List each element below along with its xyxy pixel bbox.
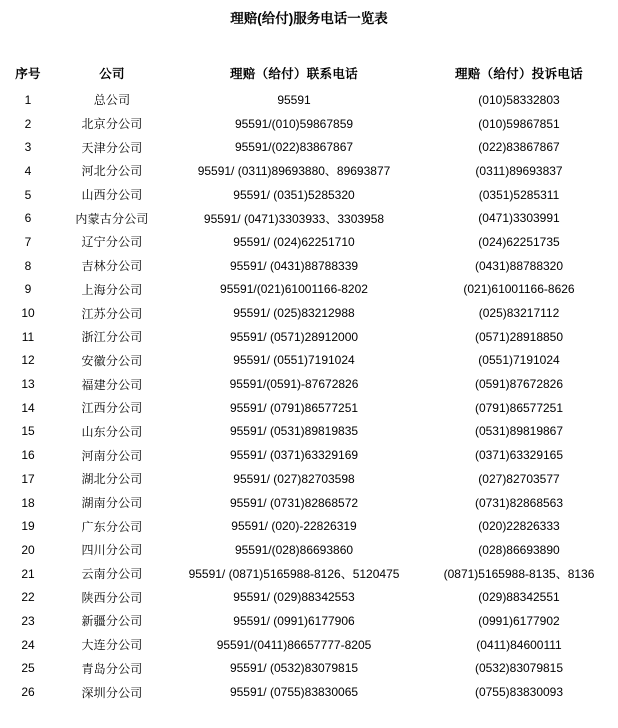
cell-company: 吉林分公司 bbox=[81, 259, 143, 274]
cell-index: 18 bbox=[21, 495, 35, 510]
cell-company: 云南分公司 bbox=[81, 567, 143, 582]
cell-contact: 95591/ (0991)6177906 bbox=[233, 613, 355, 628]
table-row bbox=[0, 349, 618, 373]
cell-contact: 95591/ (0532)83079815 bbox=[229, 661, 359, 676]
table-row bbox=[0, 278, 618, 302]
table-row bbox=[0, 135, 618, 159]
table-row bbox=[0, 585, 618, 609]
cell-contact: 95591/ (0571)28912000 bbox=[229, 329, 359, 344]
cell-company: 北京分公司 bbox=[81, 117, 143, 132]
cell-complaint: (0532)83079815 bbox=[474, 661, 564, 676]
table-row bbox=[0, 562, 618, 586]
cell-complaint: (0871)5165988-8135、8136 bbox=[443, 567, 595, 582]
cell-company: 江苏分公司 bbox=[81, 306, 143, 321]
column-header-company: 公司 bbox=[99, 67, 125, 81]
cell-contact: 95591/ (0471)3303933、3303958 bbox=[203, 211, 385, 226]
cell-company: 山东分公司 bbox=[81, 424, 143, 439]
cell-index: 20 bbox=[21, 542, 35, 557]
table-row bbox=[0, 230, 618, 254]
table-row bbox=[0, 159, 618, 183]
cell-contact: 95591/(010)59867859 bbox=[234, 116, 354, 131]
cell-company: 深圳分公司 bbox=[81, 685, 143, 700]
table-row bbox=[0, 491, 618, 515]
cell-company: 内蒙古分公司 bbox=[75, 211, 149, 226]
cell-contact: 95591/ (020)-22826319 bbox=[231, 519, 357, 534]
cell-company: 广东分公司 bbox=[81, 519, 143, 534]
cell-contact: 95591/(022)83867867 bbox=[234, 140, 354, 155]
cell-index: 11 bbox=[21, 329, 35, 344]
table-row bbox=[0, 254, 618, 278]
table-row bbox=[0, 680, 618, 704]
cell-index: 9 bbox=[24, 282, 32, 297]
cell-contact: 95591/(0411)86657777-8205 bbox=[216, 637, 372, 652]
cell-complaint: (0311)89693837 bbox=[475, 163, 563, 178]
cell-contact: 95591/ (029)88342553 bbox=[233, 590, 355, 605]
cell-company: 天津分公司 bbox=[81, 140, 143, 155]
cell-contact: 95591/ (025)83212988 bbox=[233, 306, 355, 321]
table-row bbox=[0, 420, 618, 444]
table-row bbox=[0, 88, 618, 112]
cell-index: 8 bbox=[24, 258, 32, 273]
cell-complaint: (0351)5285311 bbox=[478, 187, 560, 202]
cell-index: 6 bbox=[24, 211, 32, 226]
cell-index: 14 bbox=[21, 400, 35, 415]
table-row bbox=[0, 325, 618, 349]
cell-index: 12 bbox=[21, 353, 35, 368]
cell-company: 浙江分公司 bbox=[81, 330, 143, 345]
cell-contact: 95591/ (0731)82868572 bbox=[229, 495, 359, 510]
cell-index: 26 bbox=[21, 685, 35, 700]
table-row bbox=[0, 657, 618, 681]
cell-contact: 95591/ (0791)86577251 bbox=[229, 400, 359, 415]
cell-complaint: (022)83867867 bbox=[478, 140, 560, 155]
page-title: 理赔(给付)服务电话一览表 bbox=[230, 11, 388, 26]
column-header-index: 序号 bbox=[15, 67, 41, 81]
table-header bbox=[0, 58, 618, 88]
table-row bbox=[0, 467, 618, 491]
cell-index: 23 bbox=[21, 613, 35, 628]
cell-contact: 95591/ (0755)83830065 bbox=[229, 685, 359, 700]
cell-index: 5 bbox=[24, 187, 32, 202]
table-row bbox=[0, 514, 618, 538]
cell-index: 19 bbox=[21, 519, 35, 534]
cell-index: 24 bbox=[21, 637, 35, 652]
cell-contact: 95591/ (0351)5285320 bbox=[233, 187, 355, 202]
cell-contact: 95591/ (027)82703598 bbox=[233, 471, 355, 486]
cell-complaint: (027)82703577 bbox=[478, 471, 560, 486]
cell-company: 安徽分公司 bbox=[81, 353, 143, 368]
cell-complaint: (0411)84600111 bbox=[476, 637, 562, 652]
cell-company: 青岛分公司 bbox=[81, 661, 143, 676]
cell-company: 湖北分公司 bbox=[81, 472, 143, 487]
cell-contact: 95591/ (0531)89819835 bbox=[229, 424, 359, 439]
cell-complaint: (0371)63329165 bbox=[474, 448, 564, 463]
cell-complaint: (0731)82868563 bbox=[474, 495, 564, 510]
cell-index: 2 bbox=[24, 116, 32, 131]
cell-contact: 95591/(0591)-87672826 bbox=[229, 377, 359, 392]
cell-company: 总公司 bbox=[93, 93, 131, 108]
cell-contact: 95591 bbox=[277, 92, 311, 107]
cell-index: 16 bbox=[21, 448, 35, 463]
cell-complaint: (010)59867851 bbox=[478, 116, 560, 131]
cell-contact: 95591/ (0311)89693880、89693877 bbox=[197, 164, 391, 179]
table-header-row bbox=[0, 58, 618, 88]
cell-complaint: (0551)7191024 bbox=[478, 353, 560, 368]
table-row bbox=[0, 206, 618, 230]
cell-index: 1 bbox=[24, 92, 32, 107]
cell-complaint: (0531)89819867 bbox=[474, 424, 564, 439]
cell-contact: 95591/ (0871)5165988-8126、5120475 bbox=[188, 567, 400, 582]
cell-complaint: (025)83217112 bbox=[478, 306, 560, 321]
cell-index: 25 bbox=[21, 661, 35, 676]
cell-company: 大连分公司 bbox=[81, 638, 143, 653]
cell-complaint: (021)61001166-8626 bbox=[463, 282, 575, 297]
table-row bbox=[0, 609, 618, 633]
cell-index: 15 bbox=[21, 424, 35, 439]
cell-contact: 95591/ (0431)88788339 bbox=[229, 258, 359, 273]
cell-complaint: (028)86693890 bbox=[478, 542, 560, 557]
cell-contact: 95591/ (024)62251710 bbox=[233, 234, 355, 249]
table-row bbox=[0, 372, 618, 396]
cell-complaint: (024)62251735 bbox=[478, 234, 560, 249]
cell-company: 山西分公司 bbox=[81, 188, 143, 203]
cell-company: 四川分公司 bbox=[81, 543, 143, 558]
cell-complaint: (0755)83830093 bbox=[474, 685, 564, 700]
cell-complaint: (010)58332803 bbox=[478, 92, 560, 107]
table-row bbox=[0, 443, 618, 467]
cell-index: 10 bbox=[21, 306, 35, 321]
cell-complaint: (0591)87672826 bbox=[474, 377, 564, 392]
column-header-contact: 理赔（给付）联系电话 bbox=[229, 67, 358, 81]
cell-company: 湖南分公司 bbox=[81, 496, 143, 511]
cell-contact: 95591/(028)86693860 bbox=[234, 542, 354, 557]
cell-complaint: (0791)86577251 bbox=[474, 400, 564, 415]
service-phone-table bbox=[0, 58, 618, 704]
cell-contact: 95591/ (0371)63329169 bbox=[229, 448, 359, 463]
cell-contact: 95591/(021)61001166-8202 bbox=[220, 282, 368, 297]
cell-company: 河南分公司 bbox=[81, 448, 143, 463]
cell-index: 3 bbox=[24, 140, 32, 155]
cell-index: 21 bbox=[21, 566, 35, 581]
cell-company: 河北分公司 bbox=[81, 164, 143, 179]
cell-index: 17 bbox=[21, 471, 35, 486]
cell-index: 7 bbox=[24, 234, 32, 249]
cell-index: 22 bbox=[21, 590, 35, 605]
table-row bbox=[0, 183, 618, 207]
table-body bbox=[0, 88, 618, 704]
table-row bbox=[0, 301, 618, 325]
cell-complaint: (0471)3303991 bbox=[478, 211, 560, 226]
table-row bbox=[0, 633, 618, 657]
cell-complaint: (0431)88788320 bbox=[474, 258, 564, 273]
cell-company: 江西分公司 bbox=[81, 401, 143, 416]
cell-complaint: (0991)6177902 bbox=[478, 613, 560, 628]
table-row bbox=[0, 396, 618, 420]
table-row bbox=[0, 538, 618, 562]
table-row bbox=[0, 112, 618, 136]
cell-complaint: (029)88342551 bbox=[478, 590, 560, 605]
column-header-complaint: 理赔（给付）投诉电话 bbox=[454, 67, 583, 81]
cell-contact: 95591/ (0551)7191024 bbox=[233, 353, 355, 368]
cell-complaint: (020)22826333 bbox=[478, 519, 560, 534]
cell-index: 4 bbox=[24, 163, 32, 178]
cell-complaint: (0571)28918850 bbox=[474, 329, 564, 344]
cell-company: 上海分公司 bbox=[81, 282, 143, 297]
cell-index: 13 bbox=[21, 377, 35, 392]
cell-company: 新疆分公司 bbox=[81, 614, 143, 629]
cell-company: 辽宁分公司 bbox=[81, 235, 143, 250]
cell-company: 陕西分公司 bbox=[81, 590, 143, 605]
cell-company: 福建分公司 bbox=[81, 377, 143, 392]
